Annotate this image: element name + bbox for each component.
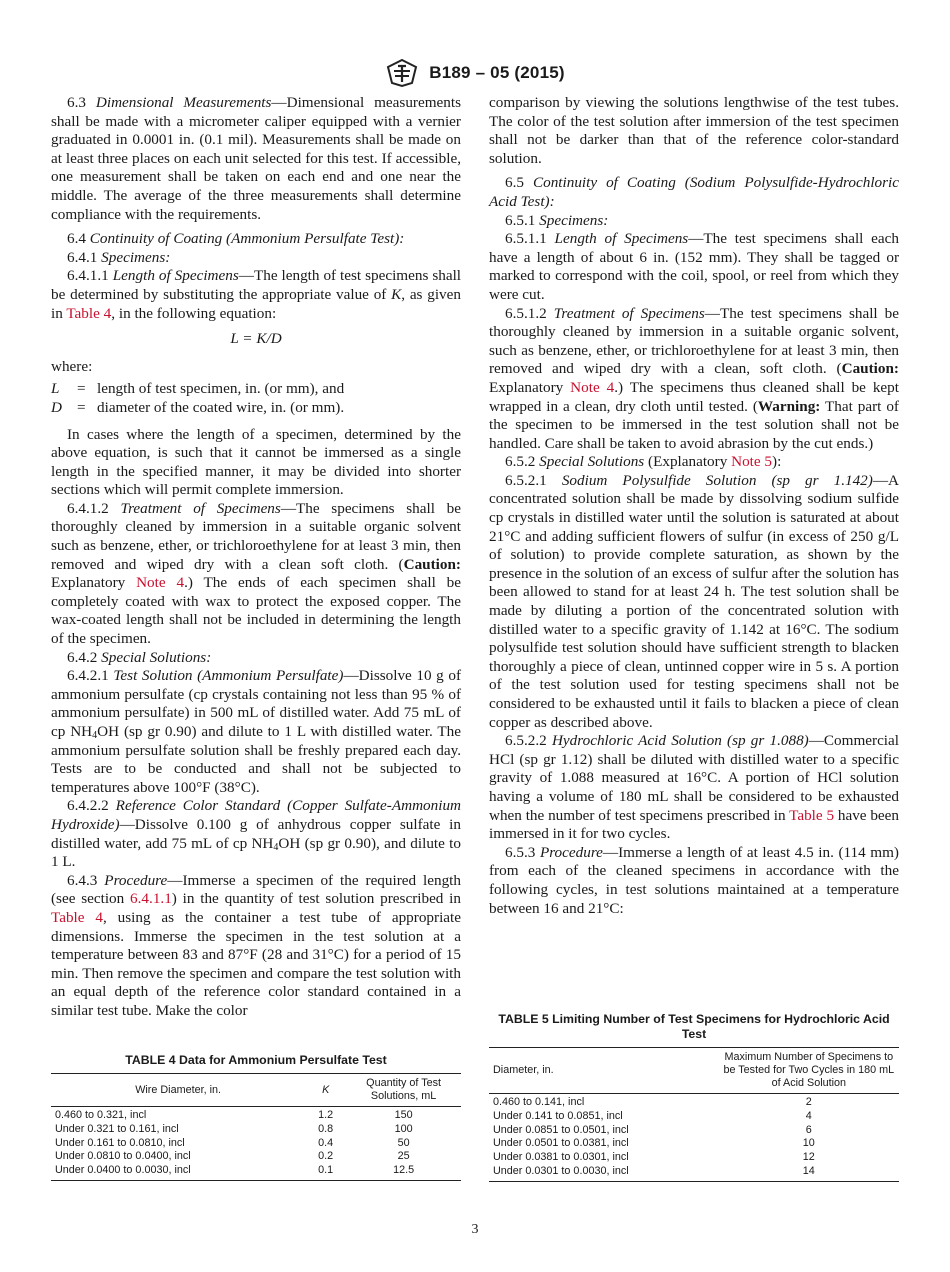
right-column — [489, 94, 899, 918]
section-6-5-1: 6.5.1 Specimens: — [505, 211, 609, 229]
table-4-caption: TABLE 4 Data for Ammonium Persulfate Test — [125, 1053, 387, 1067]
section-6-4-2-1: 6.4.2.1 Test Solution (Ammonium Persulfate)—Dissolve 10 g of ammonium persulfate (cp crystals containing not less than 95 % of ammonium persulfate) in 500 mL of distilled water. Add 75 mL of cp $NH_4OH$ (sp gr 0.90) and dilute to 1 L with distilled water. The ammonium persulfate solution shall be freshly prepared each day. Tests are to be conducted and shall not be subjected to temperatures above 100°F (38°C). — [51, 667, 462, 796]
table-row: Under 0.0301 to 0.0030, incl 14 — [489, 1165, 899, 1181]
section-6-5-2-2: 6.5.2.2 Hydrochloric Acid Solution (sp gr 1.088)—Commercial HCl (sp gr 1.12) shall be diluted with distilled water to a specific gravity of 1.088 measured at 16°C. A portion of HCl solution having a volume of 180 mL shall be considered to be exhausted when the number of test specimens prescribed in Table 5 have been immersed in it for two cycles. — [489, 732, 900, 843]
table-5-link[interactable]: Table 5 — [789, 806, 835, 824]
section-6-5-1-2: 6.5.1.2 Treatment of Specimens—The test specimens shall be thoroughly cleaned by immersion in a suitable organic solvent, such as benzene, ether, or trichloroethylene for at least 3 min, then removed and wiped dry with a clean, soft cloth. (Caution: Explanatory Note 4.) The specimens thus cleaned shall be kept wrapped in a clean, dry cloth until tested. (Warning: That part of the specimen to be immersed in the test solution shall not be handled. Care shall be taken to avoid abrasion by the cut ends.) — [489, 304, 899, 452]
section-6-3: 6.3 Dimensional Measurements—Dimensional measurements shall be made with a micrometer caliper equipped with a vernier graduated in 0.0001 in. (0.1 mil). Measurements shall be made on at least three places on each unit selected for this test. If accessible, one measurement shall be taken on each end and one near the middle. The average of the three measurements shall determine compliance with the requirements. — [51, 94, 461, 223]
table-4-grid — [51, 1073, 461, 1181]
section-6-4-2: 6.4.2 Special Solutions: — [67, 648, 212, 666]
where-label: where: — [51, 357, 93, 375]
table-row: Under 0.0381 to 0.0301, incl 12 — [493, 1151, 815, 1164]
note-4-link[interactable]: Note 4 — [570, 378, 615, 396]
table-4-header-k: K — [305, 1074, 346, 1107]
table-4-header-diameter: Wire Diameter, in. — [51, 1074, 305, 1107]
table-row: Under 0.0851 to 0.0501, incl 6 — [493, 1123, 812, 1136]
table-5 — [489, 1012, 899, 1182]
designation: B189 – 05 (2015) — [429, 63, 565, 82]
table-row: Under 0.141 to 0.0851, incl 4 — [493, 1109, 812, 1122]
table-4-header-quantity: Quantity of Test Solutions, mL — [346, 1074, 461, 1107]
table-row: Under 0.321 to 0.161, incl 0.8 100 — [55, 1122, 413, 1135]
section-6-4: 6.4 Continuity of Coating (Ammonium Persulfate Test): — [67, 230, 405, 248]
equation: L = K/D — [230, 330, 282, 348]
page-number: 3 — [471, 1222, 479, 1237]
section-6-5-3: 6.5.3 Procedure—Immerse a length of at least 4.5 in. (114 mm) from each of the cleaned specimens in accordance with the following cycles, in test solutions maintained at a temperature between 16 and 21°C: — [489, 843, 899, 917]
table-4-link[interactable]: Table 4 — [51, 908, 103, 926]
table-row: Under 0.0501 to 0.0381, incl 10 — [493, 1137, 815, 1150]
table-5-grid — [489, 1047, 899, 1182]
section-6-4-1-1: 6.4.1.1 Length of Specimens—The length of test specimens shall be determined by substituting the appropriate value of K, as given in Table 4, in the following equation: — [51, 267, 462, 322]
table-5-caption: TABLE 5 Limiting Number of Test Specimens for Hydrochloric Acid Test — [498, 1012, 890, 1041]
section-6-4-3: 6.4.3 Procedure—Immerse a specimen of the required length (see section 6.4.1.1) in the quantity of test solution prescribed in Table 4, using as the container a test tube of appropriate dimensions. Immerse the specimen in the test solution at a temperature between 83 and 87°F (28 and 31°C) for a period of 15 min. Then remove the specimen and compare the test solution with an equal depth of the reference color standard contained in a similar test tube. Make the color — [51, 871, 462, 1019]
note-4-link[interactable]: Note 4 — [136, 574, 185, 592]
section-6-5-2: 6.5.2 Special Solutions (Explanatory Note 5): — [505, 453, 782, 471]
section-6-4-1: 6.4.1 Specimens: — [67, 248, 171, 266]
section-6-5: 6.5 Continuity of Coating (Sodium Polysulfide-Hydrochloric Acid Test): — [489, 174, 900, 210]
page-header — [0, 58, 950, 88]
table-5-header-max-specimens: Maximum Number of Specimens to be Tested for Two Cycles in 180 mL of Acid Solution — [719, 1048, 899, 1094]
table-4 — [51, 1053, 461, 1181]
left-column — [51, 94, 461, 1021]
table-row: 0.460 to 0.321, incl 1.2 150 — [55, 1109, 413, 1121]
table-row: Under 0.0400 to 0.0030, incl 0.1 12.5 — [51, 1164, 461, 1180]
definition-D: D = diameter of the coated wire, in. (or mm). — [51, 398, 345, 416]
table-row: Under 0.0810 to 0.0400, incl 0.2 25 — [55, 1150, 410, 1163]
section-6-4-1-1-link[interactable]: 6.4.1.1 — [130, 890, 172, 908]
astm-logo-icon — [385, 58, 419, 88]
table-row: 0.460 to 0.141, incl 2 — [493, 1096, 812, 1108]
section-6-4-1-2: 6.4.1.2 Treatment of Specimens—The specimens shall be thoroughly cleaned by immersion in a suitable organic solvent such as benzene, ether, or trichloroethylene for at least 3 min, then removed and wiped dry with a clean soft cloth. (Caution: Explanatory Note 4.) The ends of each specimen shall be completely coated with wax to protect the exposed copper. The wax-coated length shall not be included in determining the length of the specimen. — [51, 499, 461, 648]
table-row: Under 0.161 to 0.0810, incl 0.4 50 — [55, 1136, 410, 1149]
table-5-header-diameter: Diameter, in. — [489, 1048, 719, 1094]
definition-L: L = length of test specimen, in. (or mm), and — [51, 380, 345, 398]
continuation-paragraph: comparison by viewing the solutions lengthwise of the test tubes. The color of the test solution after immersion of the test specimen shall not be darker than that of the reference color-standard solution. — [489, 94, 899, 167]
section-6-5-1-1: 6.5.1.1 Length of Specimens—The test specimens shall each have a length of about 6 in. (152 mm). They shall be tagged or marked to correspond with the coil, spool, or reel from which they were cut. — [489, 230, 899, 303]
variable-definitions — [51, 380, 461, 417]
section-6-4-2-2: 6.4.2.2 Reference Color Standard (Copper Sulfate-Ammonium Hydroxide)—Dissolve 0.100 g of anhydrous copper sulfate in distilled water, add 75 mL of cp $NH_4OH$ (sp gr 0.90), and dilute to 1 L. — [51, 797, 462, 871]
section-6-5-2-1: 6.5.2.1 Sodium Polysulfide Solution (sp gr 1.142)—A concentrated solution shall be made by dissolving sodium sulfide cp crystals in distilled water until the solution is saturated at about 21°C and adding sufficient flowers of sulfur (in excess of 250 g/L of solution) to provide complete saturation, as shown by the presence in the solution of an excess of sulfur after the solution has been allowed to stand for at least 24 h. The test solution shall be made by diluting a portion of the concentrated solution with distilled water to a specific gravity of 1.142 at 16°C. The sodium polysulfide test solution should have sufficient strength to blacken thoroughly a piece of clean, untinned copper wire in 5 s. A portion of the test solution used for testing specimens shall not be considered to be exhausted until it fails to blacken a piece of clean copper as described above. — [489, 471, 899, 731]
note-5-link[interactable]: Note 5 — [731, 453, 773, 471]
table-4-link[interactable]: Table 4 — [66, 304, 112, 322]
cases-paragraph: In cases where the length of a specimen, determined by the above equation, is such that it cannot be immersed as a single length in the specified manner, it may be divided into shorter sections which will permit complete immersion. — [51, 425, 461, 499]
